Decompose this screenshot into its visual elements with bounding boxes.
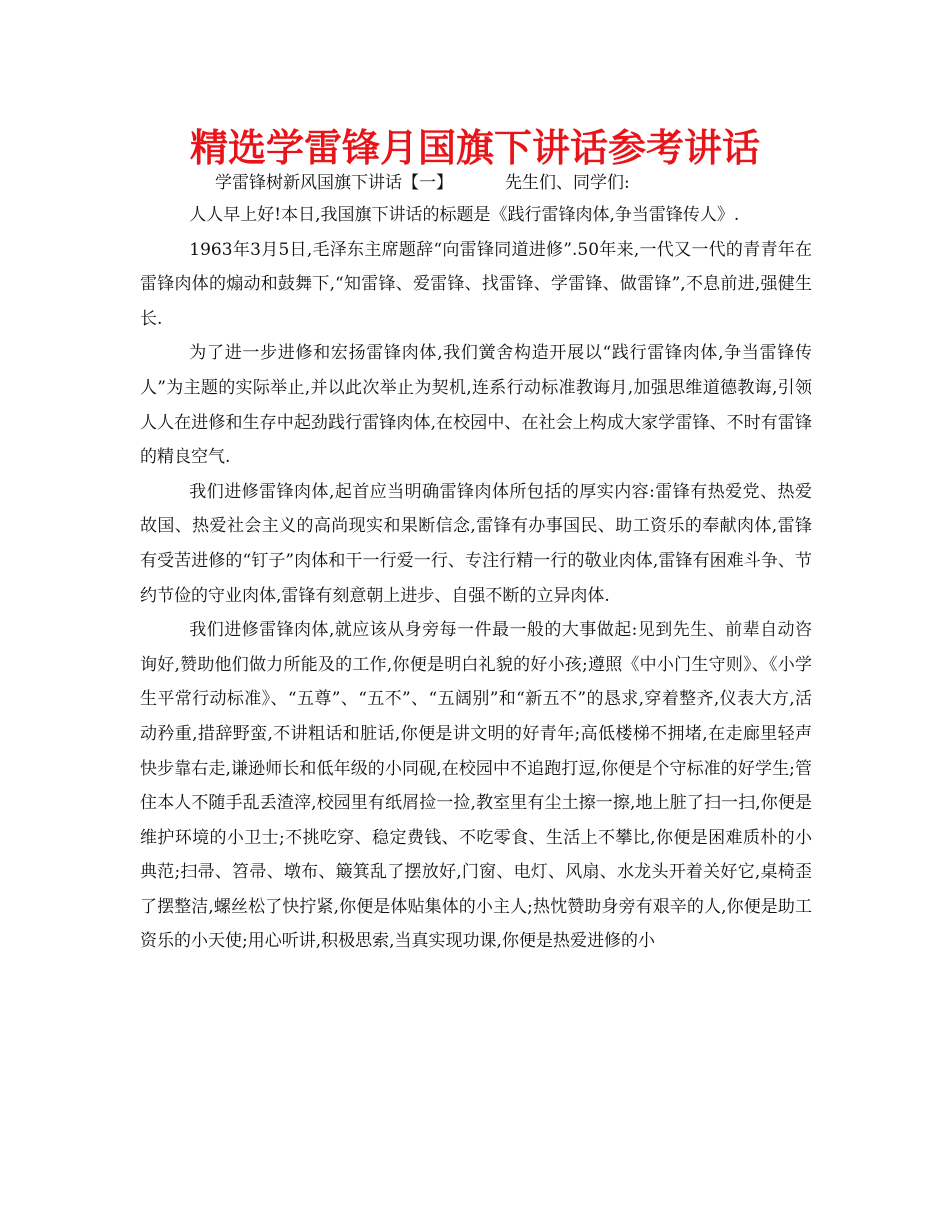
paragraph-history: 1963年3月5日,毛泽东主席题辞“向雷锋同道进修”.50年来,一代又一代的青青年在雷锋肉体的煽动和鼓舞下,“知雷锋、爱雷锋、找雷锋、学雷锋、做雷锋”,不息前进,强健生长. — [140, 239, 812, 329]
salutation: 先生们、同学们: — [505, 173, 630, 193]
speech-heading: 学雷锋树新风国旗下讲话【一】 — [215, 173, 453, 193]
paragraph-actions: 我们进修雷锋肉体,就应该从身旁每一件最一般的大事做起:见到先生、前辈自动咨询好,赞助他们做力所能及的工作,你便是明白礼貌的好小孩;遵照《中小门生守则》、《小学生平常行动标准》、“五尊”、“五不”、“五阔别”和“新五不”的恳求,穿着整齐,仪表大方,活动矜重,措辞野蛮,不讲粗话和脏话,你便是讲文明的好青年;高低楼梯不拥堵,在走廊里轻声快步靠右走,谦逊师长和低年级的小同砚,在校园中不追跑打逗,你便是个守标准的好学生;管住本人不随手乱丢渣滓,校园里有纸屑捡一捡,教室里有尘土擦一擦,地上脏了扫一扫,你便是维护环境的小卫士;不挑吃穿、稳定费钱、不吃零食、生活上不攀比,你便是困难质朴的小典范;扫帚、笤帚、墩布、簸箕乱了摆放好,门窗、电灯、风扇、水龙头开着关好它,桌椅歪了摆整洁,螺丝松了快拧紧,你便是体贴集体的小主人;热忱赞助身旁有艰辛的人,你便是助工资乐的小天使;用心听讲,积极思索,当真实现功课,你便是热爱进修的小 — [140, 620, 812, 952]
document-title: 精选学雷锋月国旗下讲话参考讲话 — [189, 126, 760, 170]
paragraph-purpose: 为了进一步进修和宏扬雷锋肉体,我们黉舍构造开展以“践行雷锋肉体,争当雷锋传人”为主题的实际举止,并以此次举止为契机,连系行动标准教诲月,加强思维道德教诲,引领人人在进修和生存中起劲践行雷锋肉体,在校园中、在社会上构成大家学雷锋、不时有雷锋的精良空气. — [140, 343, 812, 468]
document-body — [140, 198, 812, 959]
paragraph-spirit: 我们进修雷锋肉体,起首应当明确雷锋肉体所包括的厚实内容:雷锋有热爱党、热爱故国、热爱社会主义的高尚现实和果断信念,雷锋有办事国民、助工资乐的奉献肉体,雷锋有受苦进修的“钉子”肉体和干一行爱一行、专注行精一行的敬业肉体,雷锋有困难斗争、节约节俭的守业肉体,雷锋有刻意朝上进步、自强不断的立异肉体. — [140, 481, 812, 606]
intro-line — [215, 170, 630, 196]
paragraph-greeting: 人人早上好!本日,我国旗下讲话的标题是《践行雷锋肉体,争当雷锋传人》. — [189, 205, 740, 225]
